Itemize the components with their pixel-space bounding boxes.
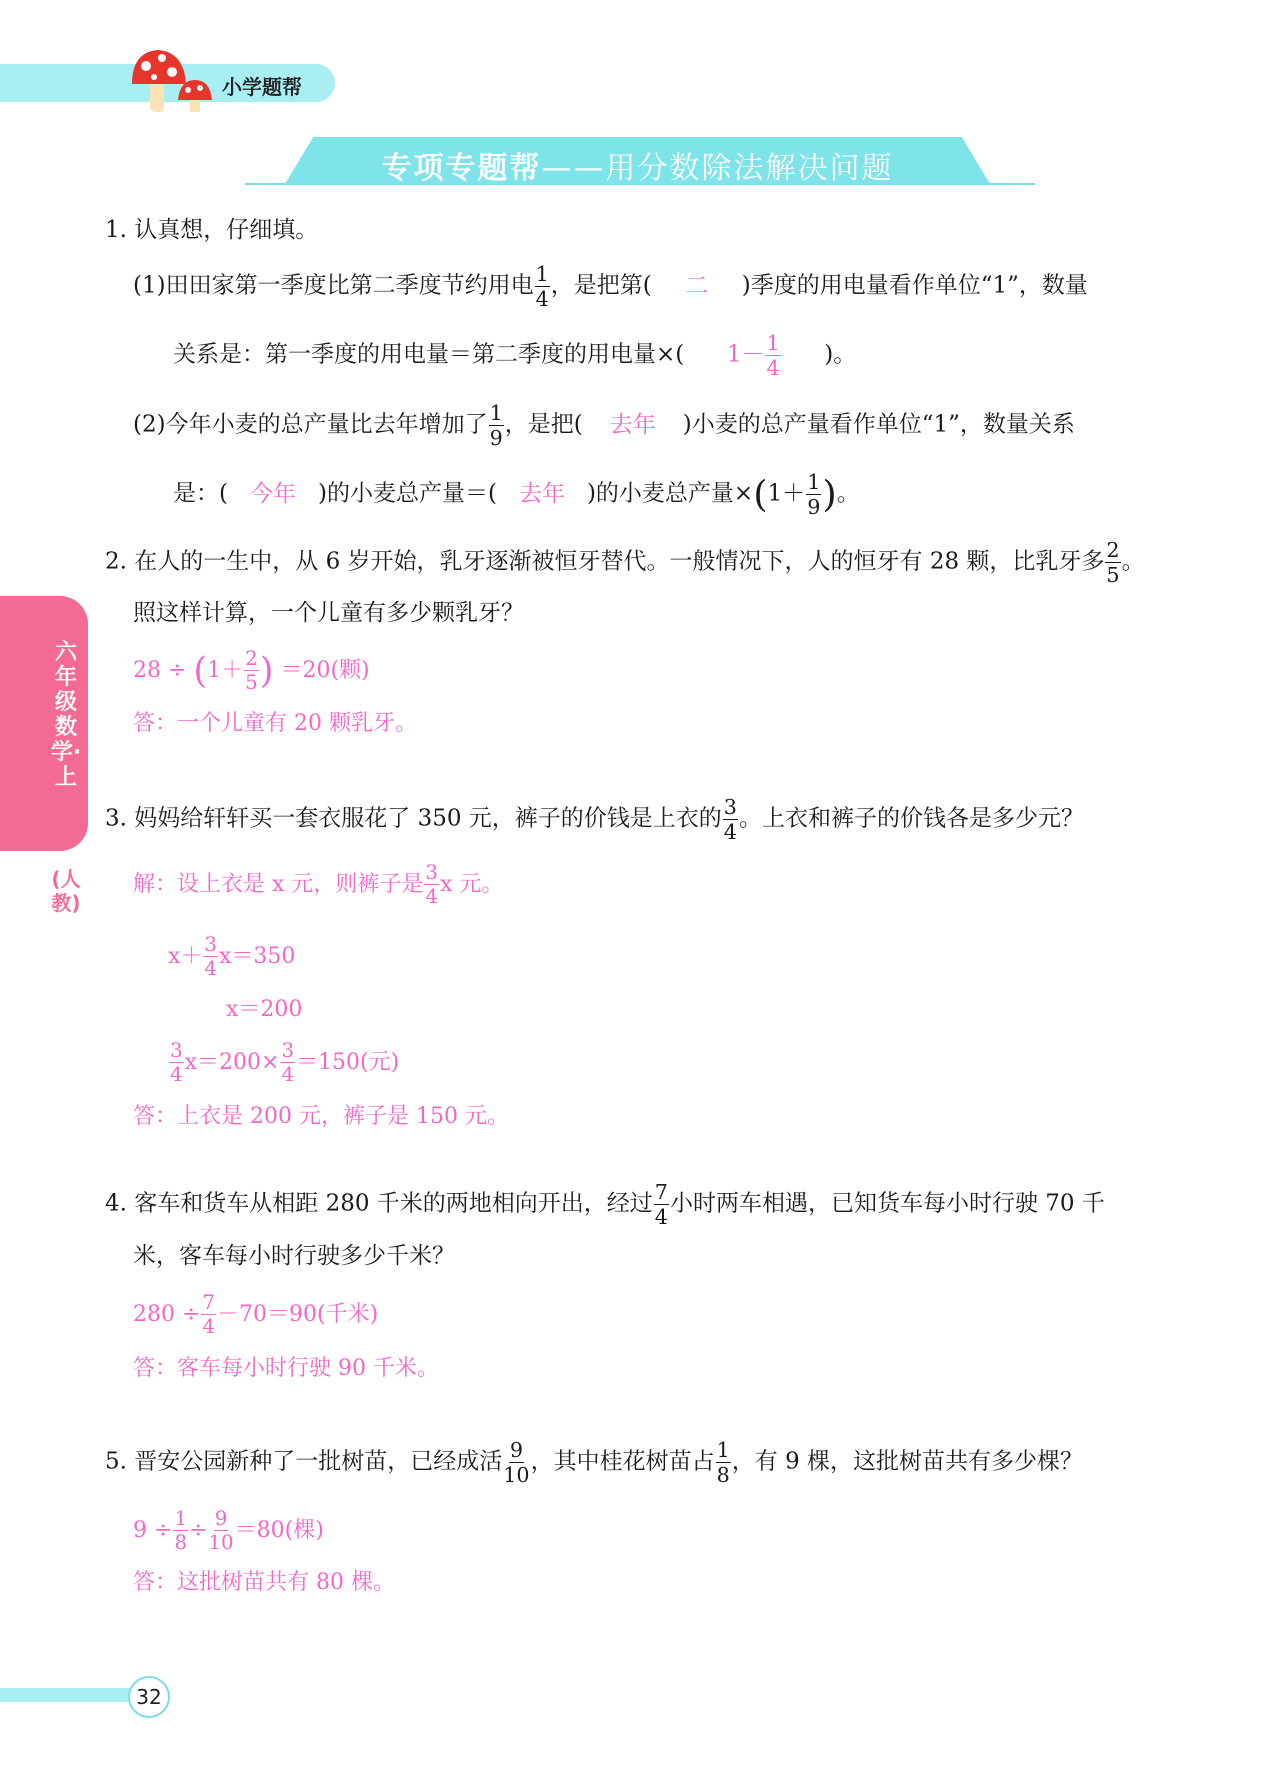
q1-p2-line2-text-d: 。 bbox=[836, 480, 860, 507]
q3-answer: 答：上衣是 200 元，裤子是 150 元。 bbox=[133, 1104, 509, 1129]
q5-answer: 答：这批树苗共有 80 棵。 bbox=[133, 1570, 395, 1595]
grade-label: 六年级数学·上 bbox=[50, 640, 82, 790]
q5-text-a: 5. 晋安公园新种了一批树苗，已经成活 bbox=[105, 1448, 503, 1475]
q5-fraction2: $\frac{1}{8}$ bbox=[716, 1438, 730, 1487]
q4-fraction: $\frac{7}{4}$ bbox=[654, 1180, 668, 1229]
q4-answer: 答：客车每小时行驶 90 千米。 bbox=[133, 1356, 439, 1381]
q3-line1 bbox=[105, 797, 1084, 842]
q4-text-b: 小时两车相遇，已知货车每小时行驶 70 千 bbox=[669, 1190, 1105, 1217]
q5-text-b: ，其中桂花树苗占 bbox=[530, 1448, 715, 1475]
q2-solution: 28 ÷ (1＋ $\frac{2}{5}$ ) ＝20(颗) bbox=[133, 647, 370, 694]
footer-bar bbox=[0, 1688, 140, 1702]
q1-p1-answer: 二 bbox=[685, 272, 709, 299]
q5-fraction: $\frac{9}{10}$ bbox=[503, 1438, 530, 1487]
q2-answer: 答：一个儿童有 20 颗乳牙。 bbox=[133, 711, 417, 736]
q5-solution: 9 ÷ $\frac{1}{8}$ ÷ $\frac{9}{10}$ ＝80(棵) bbox=[133, 1507, 324, 1554]
q1-p2-line2-text-a: 是：( bbox=[173, 480, 228, 507]
q3-text-b: 。上衣和裤子的价钱各是多少元？ bbox=[738, 805, 1084, 832]
q1-heading: 1. 认真想，仔细填。 bbox=[105, 217, 319, 243]
q3-fraction: $\frac{3}{4}$ bbox=[723, 795, 737, 844]
q1-p2-text-b: ，是把( bbox=[504, 411, 583, 438]
q1-p1-text-c: )季度的用电量看作单位“1”，数量 bbox=[741, 272, 1088, 299]
q2-line2: 照这样计算，一个儿童有多少颗乳牙？ bbox=[133, 600, 524, 626]
q5-text-c: ，有 9 棵，这批树苗共有多少棵？ bbox=[731, 1448, 1084, 1475]
brand-label: 小学题帮 bbox=[222, 75, 302, 99]
q1-p1-text-a: (1)田田家第一季度比第二季度节约用电 bbox=[133, 272, 534, 299]
q2-fraction: $\frac{2}{5}$ bbox=[1106, 538, 1120, 587]
mushroom-icon bbox=[128, 44, 220, 116]
q1-p2-expr: 1＋ bbox=[767, 480, 806, 507]
q1-p1-line2-text-b: )。 bbox=[824, 341, 857, 368]
q1-p2-line2-text-b: )的小麦总产量＝( bbox=[317, 480, 497, 507]
q2-text-b: 。 bbox=[1121, 548, 1145, 575]
q3-solution-step3: x＝200 bbox=[226, 997, 303, 1022]
q5-line1 bbox=[105, 1440, 1083, 1485]
edition-label: (人教) bbox=[51, 867, 81, 915]
q1-p1-answer2: 1－ $\frac{1}{4}$ bbox=[726, 331, 780, 380]
q1-part2-line2: 是：( 今年 )的小麦总产量＝( 去年 )的小麦总产量×(1＋ $\frac{1}{9}$ )。 bbox=[173, 470, 860, 519]
q1-p2-answer: 去年 bbox=[609, 411, 656, 438]
q2-line1 bbox=[105, 540, 1145, 585]
q4-solution: 280 ÷ $\frac{7}{4}$ －70＝90(千米) bbox=[133, 1291, 379, 1338]
q1-p1-fraction: $\frac{1}{4}$ bbox=[535, 262, 549, 311]
q4-line1 bbox=[105, 1182, 1105, 1227]
q3-solution-step4: $\frac{3}{4}$ x＝200× $\frac{3}{4}$ ＝150(元) bbox=[170, 1039, 400, 1086]
title-sub: 用分数除法解决问题 bbox=[605, 151, 894, 186]
q1-p1-text-b: ，是把第( bbox=[550, 272, 652, 299]
title-main: 专项专题帮 bbox=[381, 151, 542, 186]
q1-p2-text-a: (2)今年小麦的总产量比去年增加了 bbox=[133, 411, 488, 438]
q1-p2-answer3: 去年 bbox=[518, 480, 565, 507]
q4-line2: 米，客车每小时行驶多少千米？ bbox=[133, 1243, 455, 1269]
title-dash: —— bbox=[541, 151, 606, 186]
q1-p2-answer2: 今年 bbox=[249, 480, 296, 507]
q2-text-a: 2. 在人的一生中，从 6 岁开始，乳牙逐渐被恒牙替代。一般情况下，人的恒牙有 28 颗，比乳牙多 bbox=[105, 548, 1105, 575]
q4-text-a: 4. 客车和货车从相距 280 千米的两地相向开出，经过 bbox=[105, 1190, 653, 1217]
page-title bbox=[285, 143, 990, 187]
q1-p2-line2-text-c: )的小麦总产量× bbox=[586, 480, 754, 507]
q1-part2-line1 bbox=[133, 403, 1075, 448]
q1-part1-line1 bbox=[133, 264, 1088, 309]
q1-p2-text-c: )小麦的总产量看作单位“1”，数量关系 bbox=[682, 411, 1075, 438]
page-number: 32 bbox=[128, 1676, 170, 1718]
q1-p2-expr-fraction: $\frac{1}{9}$ bbox=[807, 470, 821, 519]
q1-p1-line2-text-a: 关系是：第一季度的用电量＝第二季度的用电量×( bbox=[173, 341, 685, 368]
q3-solution-step1: 解：设上衣是 x 元，则裤子是 $\frac{3}{4}$ x 元。 bbox=[133, 861, 504, 908]
q3-text-a: 3. 妈妈给轩轩买一套衣服花了 350 元，裤子的价钱是上衣的 bbox=[105, 805, 722, 832]
q1-p2-fraction: $\frac{1}{9}$ bbox=[489, 401, 503, 450]
q3-solution-step2: x＋ $\frac{3}{4}$ x＝350 bbox=[168, 933, 296, 980]
q1-part1-line2 bbox=[173, 333, 856, 378]
